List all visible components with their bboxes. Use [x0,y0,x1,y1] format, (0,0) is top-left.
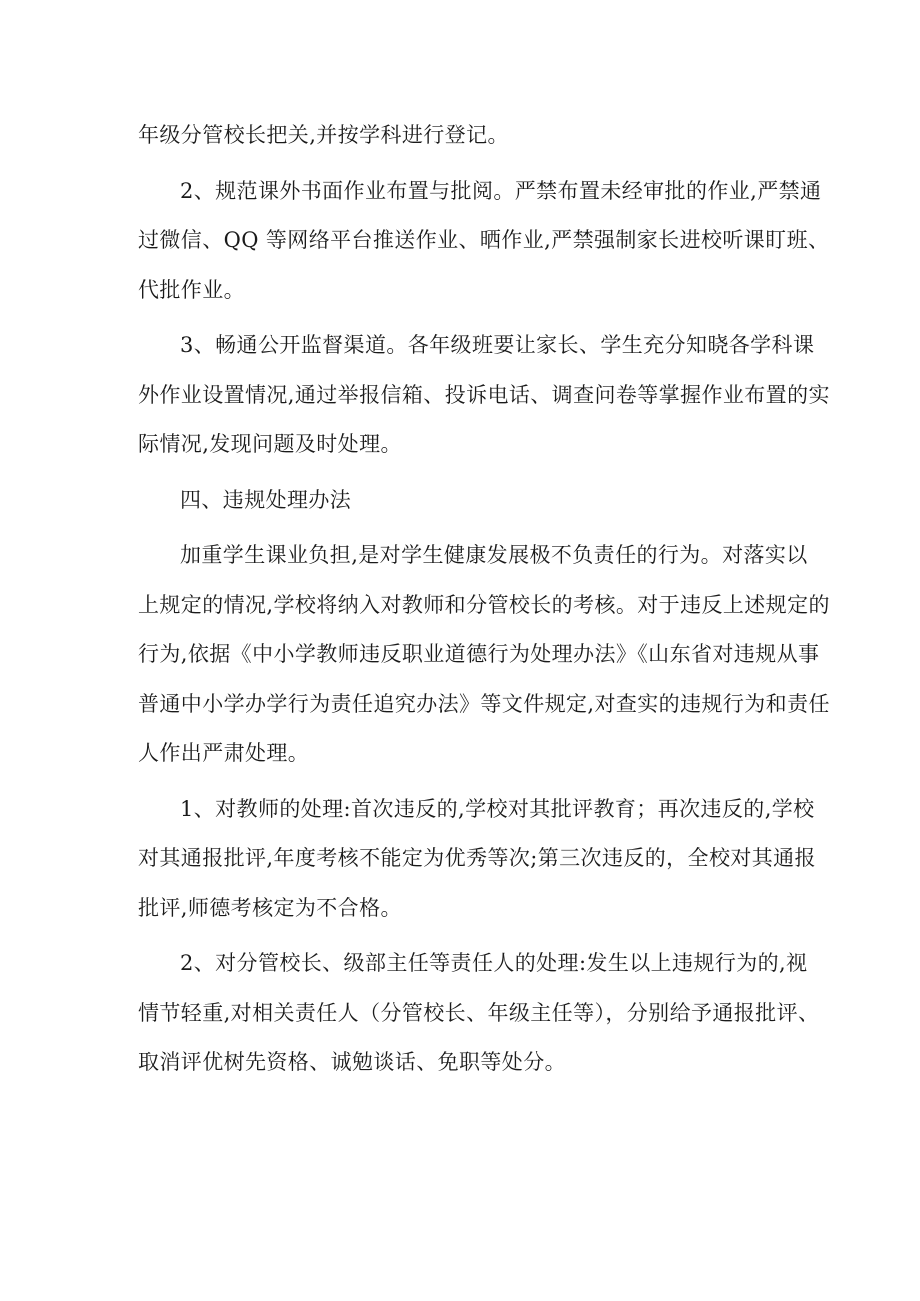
text-line: 代批作业。 [138,277,245,302]
text-line: 情节轻重,对相关责任人（分管校长、年级主任等），分别给予通报批评、 [138,1000,820,1025]
document-body [138,111,830,1094]
paragraph-supervision-channels [138,321,830,470]
text-line: 行为,依据《中小学教师违反职业道德行为处理办法》《山东省对违规从事 [138,642,820,666]
text-line: 2、规范课外书面作业布置与批阅。严禁布置未经审批的作业,严禁通 [180,178,822,203]
text-line: 对其通报批评,年度考核不能定为优秀等次;第三次违反的，全校对其通报 [138,846,816,870]
text-line: 3、畅通公开监督渠道。各年级班要让家长、学生充分知晓各学科课 [180,333,815,357]
text-line: 取消评优树先资格、诚勉谈话、免职等处分。 [138,1050,566,1074]
section-heading-violations [138,476,798,526]
text-line: 2、对分管校长、级部主任等责任人的处理:发生以上违规行为的,视 [180,951,808,975]
text-line: 过微信、QQ 等网络平台推送作业、晒作业,严禁强制家长进校听课盯班、 [138,228,830,252]
text-line: 普通中小学办学行为责任追究办法》等文件规定,对查实的违规行为和责任 [138,691,830,716]
text-line: 加重学生课业负担,是对学生健康发展极不负责任的行为。对落实以 [180,543,808,567]
text-line: 际情况,发现问题及时处理。 [138,432,402,456]
paragraph-homework-standards [138,167,830,316]
paragraph-teacher-penalties [138,785,816,934]
text-line: 年级分管校长把关,并按学科进行登记。 [138,123,509,147]
section-heading-text: 四、违规处理办法 [180,487,352,512]
text-line: 上规定的情况,学校将纳入对教师和分管校长的考核。对于违反上述规定的 [138,592,830,617]
paragraph-responsible-person-penalties [138,939,820,1088]
paragraph-continuation [138,111,798,161]
text-line: 1、对教师的处理:首次违反的,学校对其批评教育；再次违反的,学校 [180,796,815,821]
text-line: 外作业设置情况,通过举报信箱、投诉电话、调查问卷等掌握作业布置的实 [138,382,830,407]
text-line: 人作出严肃处理。 [138,741,310,765]
text-line: 批评,师德考核定为不合格。 [138,895,402,920]
paragraph-violation-overview [138,531,830,779]
